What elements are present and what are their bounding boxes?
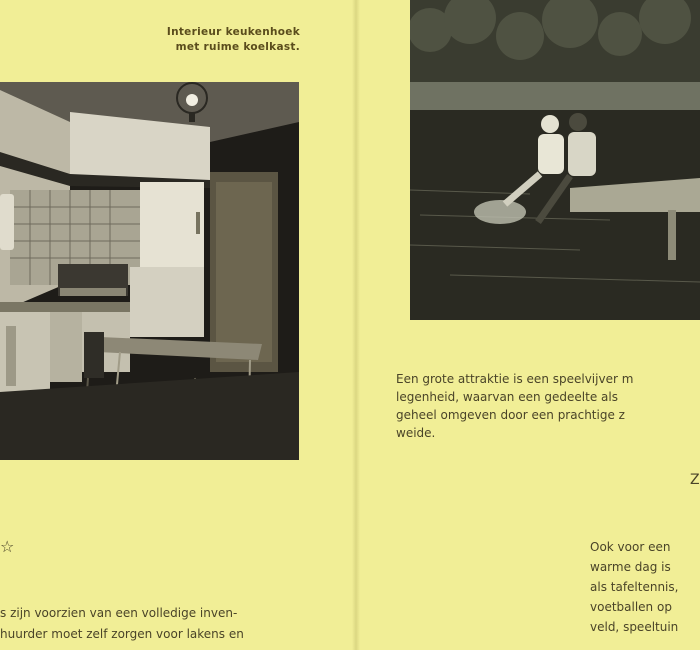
activities-paragraph-line: veld, speeltuin [590, 620, 679, 634]
pond-paragraph-line: weide. [396, 426, 436, 440]
star-icon: ☆ [0, 537, 15, 556]
activities-paragraph-line: als tafeltennis, [590, 580, 679, 594]
kitchen-photo [0, 82, 299, 460]
kitchen-caption-line-2: met ruime koelkast. [175, 41, 300, 53]
pond-paragraph-line: Een grote attraktie is een speelvijver m [396, 372, 634, 386]
pond-paragraph-line: legenheid, waarvan een gedeelte als [396, 390, 618, 404]
pond-photo-image [410, 0, 700, 320]
inventory-paragraph [0, 603, 330, 645]
kitchen-caption-line-1: Interieur keukenhoek [166, 26, 300, 38]
pond-photo [410, 0, 700, 320]
kitchen-caption [136, 25, 300, 55]
inventory-paragraph-line: huurder moet zelf zorgen voor lakens en [0, 627, 244, 641]
pond-paragraph [396, 370, 700, 442]
pond-paragraph-line: geheel omgeven door een prachtige z [396, 408, 625, 422]
activities-paragraph-line: Ook voor een [590, 540, 671, 554]
activities-paragraph-line: voetballen op [590, 600, 672, 614]
activities-paragraph-line: warme dag is [590, 560, 671, 574]
page-fold [352, 0, 360, 650]
inventory-paragraph-line: s zijn voorzien van een volledige inven- [0, 606, 238, 620]
section-letter: Z [690, 472, 700, 488]
kitchen-photo-image [0, 82, 299, 460]
activities-paragraph [590, 537, 700, 637]
